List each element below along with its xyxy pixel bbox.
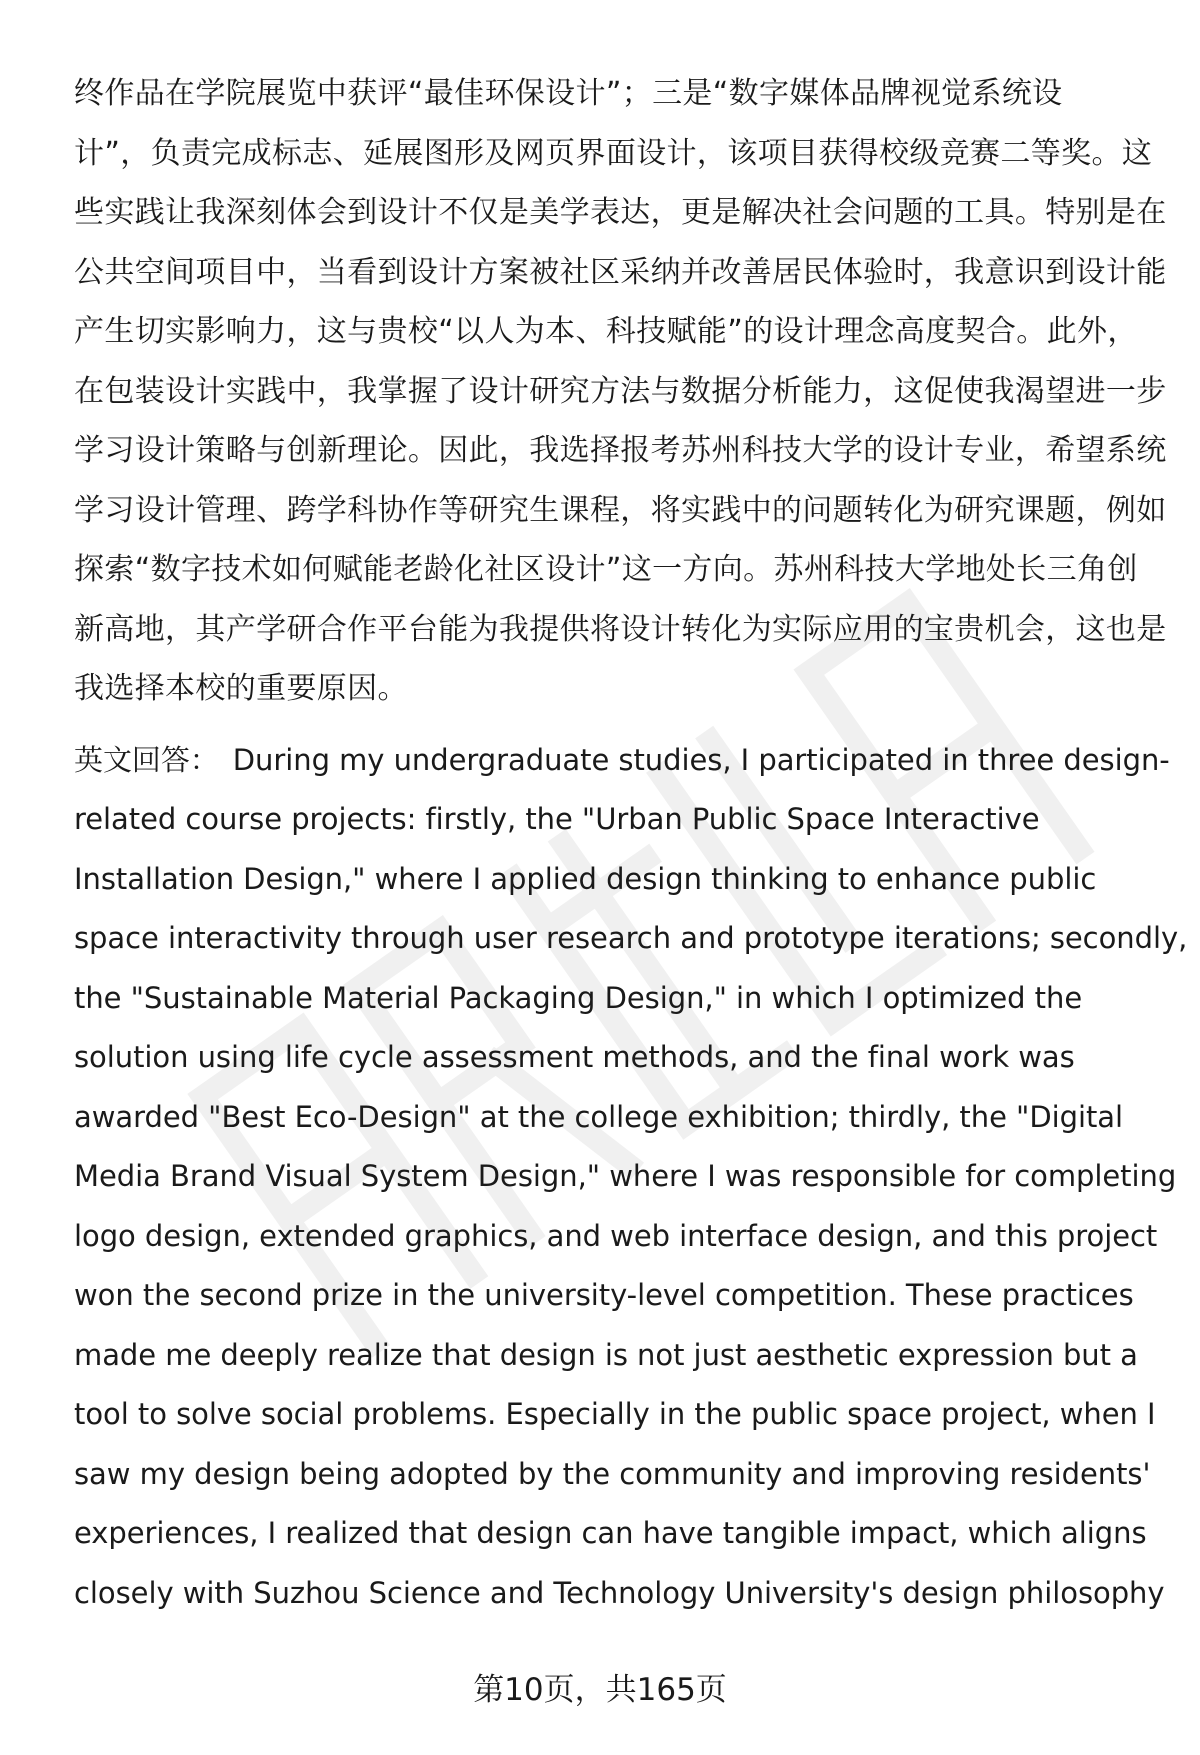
english-line: saw my design being adopted by the community and improving residents' — [74, 1456, 1151, 1491]
chinese-line: 终作品在学院展览中获评“最佳环保设计”；三是“数字媒体品牌视觉系统设 — [74, 76, 1063, 111]
english-line: solution using life cycle assessment methods, and the final work was — [74, 1040, 1075, 1074]
chinese-line: 计”，负责完成标志、延展图形及网页界面设计，该项目获得校级竞赛二等奖。这 — [74, 135, 1153, 171]
chinese-line: 在包装设计实践中，我掌握了设计研究方法与数据分析能力，这促使我渴望进一步 — [74, 373, 1167, 409]
english-line: won the second prize in the university-level competition. These practices — [74, 1278, 1134, 1312]
chinese-line: 学习设计管理、跨学科协作等研究生课程，将实践中的问题转化为研究课题，例如 — [74, 492, 1167, 528]
chinese-line: 新高地，其产学研合作平台能为我提供将设计转化为实际应用的宝贵机会，这也是 — [74, 611, 1167, 647]
english-line: awarded "Best Eco-Design" at the college exhibition; thirdly, the "Digital — [74, 1099, 1124, 1134]
english-line-text: During my undergraduate studies, I participated in three design- — [232, 742, 1170, 777]
english-line: tool to solve social problems. Especially in the public space project, when I — [74, 1397, 1156, 1431]
english-line: space interactivity through user research and prototype iterations; secondly, — [74, 921, 1188, 955]
english-line — [74, 731, 1170, 791]
english-line: logo design, extended graphics, and web interface design, and this project — [74, 1218, 1158, 1253]
english-line: related course projects: firstly, the "Urban Public Space Interactive — [74, 802, 1040, 836]
english-line: closely with Suzhou Science and Technology University's design philosophy — [74, 1575, 1165, 1610]
english-line: made me deeply realize that design is not just aesthetic expression but a — [74, 1337, 1138, 1372]
paragraph-gap — [74, 719, 1154, 731]
chinese-line: 学习设计策略与创新理论。因此，我选择报考苏州科技大学的设计专业，希望系统 — [74, 433, 1167, 468]
english-line: the "Sustainable Material Packaging Design," in which I optimized the — [74, 980, 1083, 1015]
english-answer-label: 英文回答： — [74, 742, 219, 777]
page-number-footer: 第10页，共165页 — [473, 1672, 727, 1708]
english-line: Media Brand Visual System Design," where I was responsible for completing — [74, 1159, 1177, 1193]
chinese-line: 公共空间项目中，当看到设计方案被社区采纳并改善居民体验时，我意识到设计能 — [74, 254, 1167, 290]
body-text — [74, 64, 1188, 1623]
chinese-line: 些实践让我深刻体会到设计不仅是美学表达，更是解决社会问题的工具。特别是在 — [74, 195, 1167, 230]
chinese-line: 产生切实影响力，这与贵校“以人为本、科技赋能”的设计理念高度契合。此外， — [74, 314, 1138, 349]
english-line: Installation Design," where I applied design thinking to enhance public — [74, 861, 1097, 896]
english-line: experiences, I realized that design can have tangible impact, which aligns — [74, 1516, 1147, 1550]
chinese-line: 我选择本校的重要原因。 — [74, 671, 408, 706]
chinese-line: 探索“数字技术如何赋能老龄化社区设计”这一方向。苏州科技大学地处长三角创 — [74, 552, 1138, 587]
